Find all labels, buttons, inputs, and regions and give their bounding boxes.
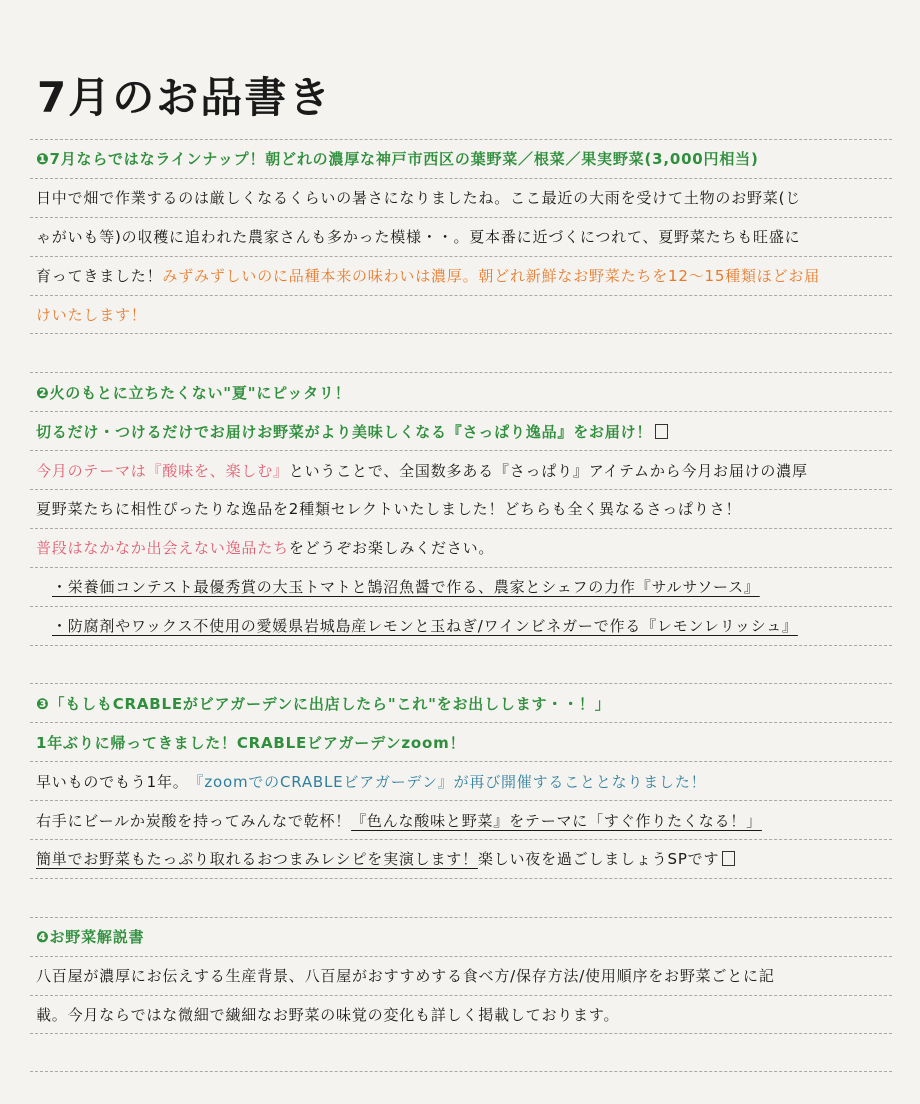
section-1-line-2: ゃがいも等)の収穫に追われた農家さんも多かった模様・・。夏本番に近づくにつれて、夏野菜たちも旺盛に [30,217,892,256]
section-3-line-2 [30,800,892,839]
section-3-theme: 『色んな酸味と野菜』をテーマに「すぐ作りたくなる！」 [351,811,762,830]
section-2-subheading-text: 切るだけ・つけるだけでお届けお野菜がより美味しくなる『さっぱり逸品』をお届け！ [36,422,653,441]
spacer-row [30,1033,892,1072]
spacer-row [30,645,892,684]
section-3-line-2-text: 右手にビールか炭酸を持ってみんなで乾杯！ [36,811,352,830]
menu-content [30,139,892,1072]
section-4-heading: ❹お野菜解説書 [30,917,892,956]
section-2-line-3 [30,528,892,567]
section-3-heading: ❸「もしもCRABLEがビアガーデンに出店したら"これ"をお出しします・・！」 [30,683,892,722]
section-2-line-1 [30,450,892,489]
section-3-line-3 [30,839,892,878]
section-3-line-3-text: 楽しい夜を過ごしましょうSPです [477,850,720,869]
section-1-line-1: 日中で畑で作業するのは厳しくなるくらいの暑さになりましたね。ここ最近の大雨を受けて土物のお野菜(じ [30,178,892,217]
section-3-highlight: 『zoomでのCRABLEビアガーデン』が再び開催することとなりました！ [188,772,707,791]
page-title: 7月のお品書き [37,73,333,122]
section-2-item-2 [30,606,892,645]
missing-glyph-icon [722,851,735,866]
section-2-subheading [30,411,892,450]
section-2-highlight: 普段はなかなか出会えない逸品たち [36,539,289,558]
section-2-item-1 [30,567,892,606]
item-salsa-sauce: ・栄養価コンテスト最優秀賞の大玉トマトと鵠沼魚醤で作る、農家とシェフの力作『サルサソース』 [52,578,760,597]
section-1-line-4: けいたします！ [30,295,892,334]
section-2-theme: 今月のテーマは『酸味を、楽しむ』 [36,461,289,480]
spacer-row [30,333,892,372]
item-lemon-relish: ・防腐剤やワックス不使用の愛媛県岩城島産レモンと玉ねぎ/ワインビネガーで作る『レモンレリッシュ』 [52,617,798,636]
section-3-subheading: 1年ぶりに帰ってきました！CRABLEビアガーデンzoom！ [30,722,892,761]
section-1-highlight: みずみずしいのに品種本来の味わいは濃厚。朝どれ新鮮なお野菜たちを12〜15種類ほどお届 [162,267,820,286]
section-1-line-3 [30,256,892,295]
section-3-line-1 [30,761,892,800]
section-1-line-3-text: 育ってきました！ [36,267,163,286]
section-1-heading: ❶7月ならではなラインナップ！朝どれの濃厚な神戸市西区の葉野菜／根菜／果実野菜(3,000円相当) [30,139,892,178]
section-2-line-1-text: ということで、全国数多ある『さっぱり』アイテムから今月お届けの濃厚 [288,461,808,480]
spacer-row [30,878,892,917]
section-3-demo: 簡単でお野菜もたっぷり取れるおつまみレシピを実演します！ [36,850,478,869]
section-2-heading: ❷火のもとに立ちたくない"夏"にピッタリ！ [30,372,892,411]
missing-glyph-icon [655,424,668,439]
section-3-line-1-text: 早いものでもう1年。 [36,772,189,791]
section-4-line-2: 載。今月ならではな微細で繊細なお野菜の味覚の変化も詳しく掲載しております。 [30,995,892,1034]
section-2-line-3-text: をどうぞお楽しみください。 [288,539,495,558]
section-4-line-1: 八百屋が濃厚にお伝えする生産背景、八百屋がおすすめする食べ方/保存方法/使用順序をお野菜ごとに記 [30,956,892,995]
section-2-line-2: 夏野菜たちに相性ぴったりな逸品を2種類セレクトいたしました！どちらも全く異なるさっぱりさ！ [30,489,892,528]
